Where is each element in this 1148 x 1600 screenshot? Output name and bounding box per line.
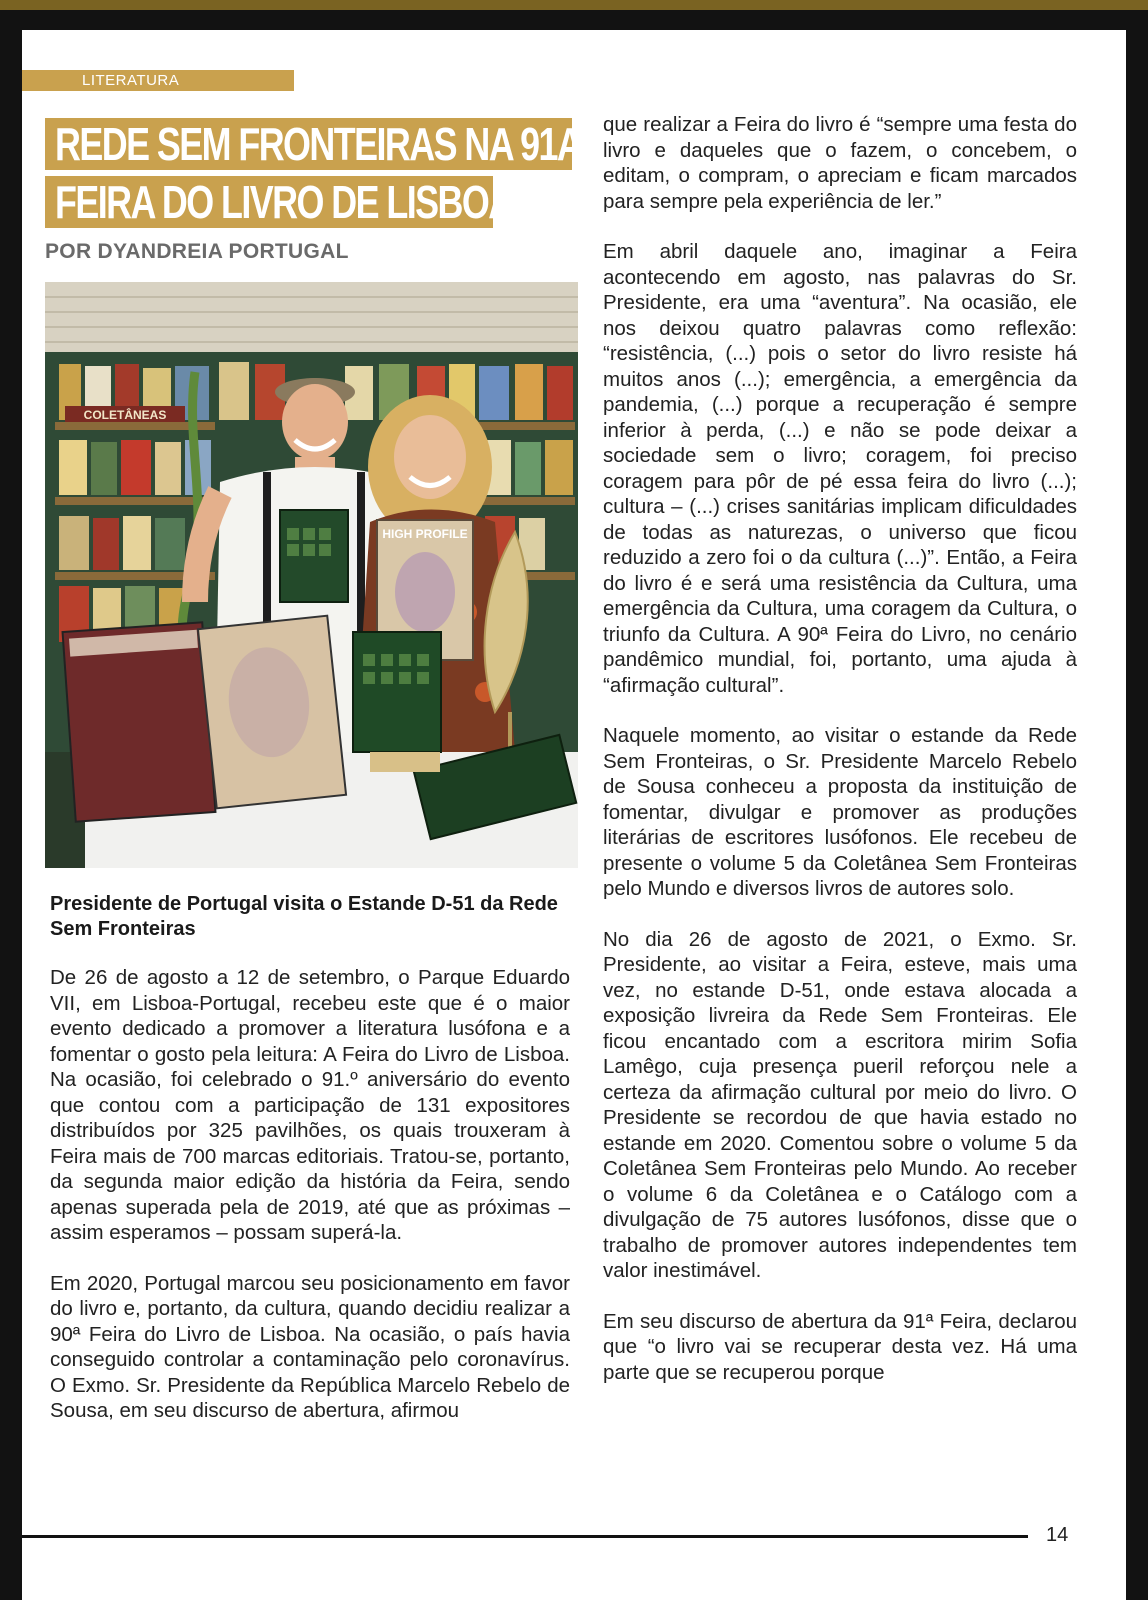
paragraph: No dia 26 de agosto de 2021, o Exmo. Sr. Presidente, ao visitar a Feira, esteve, mais uma vez, no estande D-51, onde estava alocada a exposição livreira da Rede Sem Fronteiras. Ele ficou encantado com a escritora mirim Sofia Lamêgo, cuja presença pueril reforçou nele a certeza da afirmação cultural por meio do livro. O Presidente se recordou de que havia estado no estande em 2020. Comentou sobre o volume 5 da Coletânea Sem Fronteiras pelo Mundo. Ao receber o volume 6 da Coletânea e o Catálogo com a divulgação de 75 autores lusófonos, disse que o trabalho de promover autores independentes tem valor inestimável. (603, 927, 1077, 1282)
magazine-label: HIGH PROFILE (382, 527, 468, 541)
article-column-right (603, 112, 1077, 1410)
headline-line-2: FEIRA DO LIVRO DE LISBOA (45, 176, 493, 228)
photo-caption: Presidente de Portugal visita o Estande D-51 da Rede Sem Fronteiras (50, 893, 558, 940)
top-border (0, 0, 1148, 10)
paragraph: Em abril daquele ano, imaginar a Feira acontecendo em agosto, nas palavras do Sr. Presidente, era uma “aventura”. Na ocasião, ele nos deixou quatro palavras como reflexão: “resistência, (...) pois o setor do livro resiste há muitos anos (...); emergência, a emergência da pandemia, (...) porque a recuperação é sempre inferior à perda, (...) e não se pode deixar a sociedade sem o livro; coragem, foi preciso coragem para pôr de pé essa feira do livro (...); cultura – (...) crises sanitárias implicam dificuldades de todas as naturezas, o universo que ficou reduzido a zero foi o da cultura (...)”. Então, a Feira do livro é e será uma resistência da Cultura, uma emergência da Cultura, uma coragem da Cultura, o triunfo da Cultura. A 90ª Feira do Livro, no cenário pandêmico mundial, foi, portanto, uma ajuda à “afirmação cultural”. (603, 240, 1077, 697)
headline-line-1: REDE SEM FRONTEIRAS NA 91A (45, 118, 572, 170)
paragraph: Em seu discurso de abertura da 91ª Feira, declarou que “o livro vai se recuperar desta vez. Há uma parte que se recuperou porque (603, 1309, 1077, 1384)
paragraph: que realizar a Feira do livro é “sempre uma festa do livro e daqueles que o fazem, o concebem, o editam, o compram, o apreciam e ficam marcados para sempre pela experiência de ler.” (603, 113, 1077, 213)
shelf-sign-label: COLETÂNEAS (83, 408, 167, 422)
article-photo (45, 282, 578, 868)
section-tag: LITERATURA (22, 70, 294, 91)
paragraph: Em 2020, Portugal marcou seu posicionamento em favor do livro e, portanto, da cultura, quando decidiu realizar a 90ª Feira do Livro de Lisboa. Na ocasião, o país havia conseguido controlar a contaminação pelo coronavírus. O Exmo. Sr. Presidente da República Marcelo Rebelo de Sousa, em seu discurso de abertura, afirmou (50, 1271, 570, 1422)
paragraph: Naquele momento, ao visitar o estande da Rede Sem Fronteiras, o Sr. Presidente Marcelo Rebelo de Sousa conheceu a proposta da instituição de fomentar, divulgar e promover as produções literárias de escritores lusófonos. Ele recebeu de presente o volume 5 da Coletânea Sem Fronteiras pelo Mundo e diversos livros de autores solo. (603, 724, 1077, 900)
byline: POR DYANDREIA PORTUGAL (45, 240, 349, 263)
bookstand-photo-illustration (45, 282, 578, 868)
magazine-page (22, 30, 1126, 1600)
page-number: 14 (1046, 1524, 1069, 1546)
footer-rule (22, 1535, 1028, 1538)
paragraph: De 26 de agosto a 12 de setembro, o Parque Eduardo VII, em Lisboa-Portugal, recebeu este que é o maior evento dedicado a promover a literatura lusófona e a fomentar o gosto pela leitura: A Feira do Livro de Lisboa. Na ocasião, foi celebrado o 91.º aniversário do evento que contou com a participação de 131 expositores distribuídos por 325 pavilhões, os quais trouxeram à Feira mais de 700 marcas editoriais. Tratou-se, portanto, da segunda maior edição da história da Feira, sendo apenas superada pela de 2019, até que as próximas – assim esperamos – possam superá-la. (50, 966, 570, 1244)
article-column-left (50, 965, 570, 1449)
